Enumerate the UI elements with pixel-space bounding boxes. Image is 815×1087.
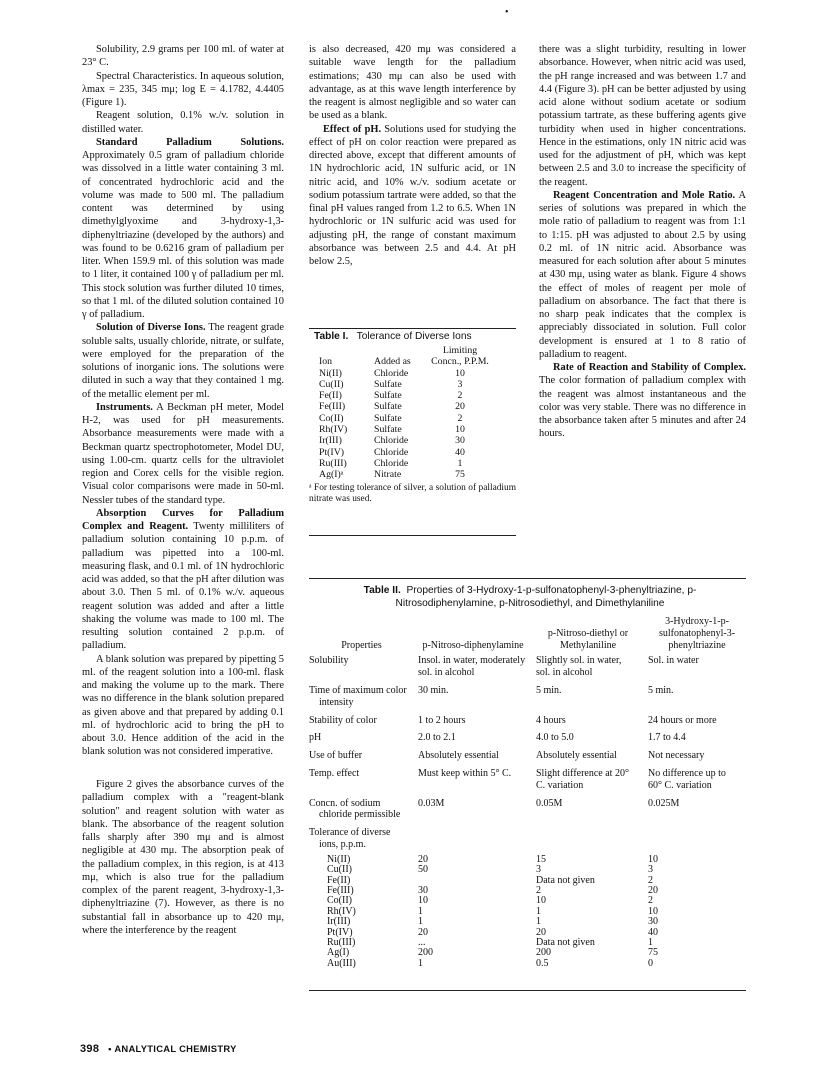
table2-ion-cell: Rh(IV) — [327, 905, 356, 917]
table2-value-cell: 5 min. — [536, 684, 562, 696]
table2-value-cell: 1 to 2 hours — [418, 714, 466, 726]
table1-limit-cell: 1 — [457, 457, 463, 469]
table2-ion-cell: Ru(III) — [327, 937, 356, 948]
table2-tol-cell: 1 — [418, 957, 423, 969]
table-row — [309, 907, 746, 917]
table2-property-cell: Concn. of sodium chloride permissible — [309, 797, 401, 821]
table2-value-cell: Absolutely essential — [536, 750, 617, 762]
table1-bottom-rule — [309, 535, 516, 536]
table1-added-cell: Chloride — [374, 457, 409, 469]
table2-caption — [314, 584, 746, 610]
solubility-text: Solubility, 2.9 grams per 100 ml. of water at 23° C. — [82, 44, 284, 69]
table2-property-cell: Temp. effect — [309, 767, 360, 779]
table2-ion-cell: Pt(IV) — [327, 926, 353, 938]
table1-ion-cell: Cu(II) — [319, 378, 344, 390]
table2-tol-cell: 2 — [536, 884, 541, 896]
table2-ion-cell: Fe(II) — [327, 874, 351, 886]
absorption-text: Twenty milliliters of palladium solution containing 10 p.p.m. of palladium was pipetted into a 100-ml. measuring flask, and 0.1 ml. of 1N hydrochloric acid was added, so that the pH after dilution was about 3.0. Then 5 ml. of 0.1% w./v. aqueous reagent solution was added and after a little shaking the volume was made to 100 ml. The resulting solution contained 2 p.p.m. of palladium. — [82, 521, 284, 652]
table1-limit-cell: 20 — [455, 401, 465, 413]
table-row — [309, 401, 491, 412]
diverse-ions-text: The reagent grade soluble salts, usually chloride, nitrate, or sulfate, were employed for the preparation of the solutions of inorganic ions. The solutions were diluted in such a way that they contained 1 mg. of the metallic element per ml. — [82, 322, 284, 400]
table1-header-limit: Limiting Concn., P.P.M. — [431, 345, 489, 368]
table-row — [309, 855, 746, 865]
page-mark: • — [505, 7, 509, 18]
effect-ph-para — [309, 123, 516, 269]
table2-value-cell: Not necessary — [648, 750, 705, 762]
absorption-para — [82, 507, 284, 653]
table-row — [309, 379, 491, 390]
rate-reaction-heading: Rate of Reaction and Stability of Complex. — [553, 362, 746, 373]
table-row — [309, 768, 746, 792]
table2-ion-cell: Au(III) — [327, 957, 356, 969]
table2-tol-cell: 3 — [536, 864, 541, 876]
std-palladium-heading: Standard Palladium Solutions. — [96, 136, 284, 148]
table1-added-cell: Sulfate — [374, 401, 402, 413]
table-row — [309, 886, 746, 896]
table2-value-cell: 24 hours or more — [648, 714, 717, 726]
reagent-conc-para — [539, 189, 746, 361]
table1-limit-cell: 10 — [455, 367, 465, 379]
table2-value-cell: 0.03M — [418, 797, 445, 809]
table-row — [309, 938, 746, 948]
table2-tol-cell: 40 — [648, 926, 658, 938]
table2-value-cell: 4.0 to 5.0 — [536, 732, 574, 744]
table2-ion-cell: Fe(III) — [327, 884, 354, 896]
table2-tol-cell: 2 — [648, 874, 653, 886]
table-row — [309, 435, 491, 446]
table2-tol-cell: 10 — [536, 895, 546, 907]
table1-limit-cell: 3 — [457, 378, 463, 390]
table2-ion-cell: Ag(I) — [327, 947, 350, 959]
reagent-conc-heading: Reagent Concentration and Mole Ratio. — [553, 189, 736, 201]
table2-property-cell: Time of maximum color intensity — [309, 684, 407, 708]
diverse-ions-para — [82, 321, 284, 401]
page-footer — [80, 1043, 237, 1055]
journal-name: ANALYTICAL CHEMISTRY — [114, 1043, 237, 1054]
diverse-ions-heading: Solution of Diverse Ions. — [96, 322, 206, 334]
turbidity-text: there was a slight turbidity, resulting in lower absorbance. However, when nitric acid was used, the pH range increased and was between 1.7 and 4.4 (Figure 3). pH can be better adjusted by using acid alone without sodium acetate or sodium potassium tartrate, as these buffering agents give turbidity when used in higher concentrations. Hence in the estimations, only 1N nitric acid was used for the adjustment of pH, which was kept between 2.5 and 3.0 to increase the specificity of the reagent. — [539, 44, 746, 188]
table1-ion-cell: Ag(I)ᵃ — [319, 469, 344, 481]
table-row — [309, 917, 746, 927]
table1-top-rule — [309, 328, 516, 329]
table2-ion-cell: Ni(II) — [327, 853, 351, 865]
table2-tol-cell: Data not given — [536, 874, 595, 886]
table2-tol-cell: ... — [418, 937, 426, 948]
table1-added-cell: Sulfate — [374, 424, 402, 436]
reagent-conc-text: A series of solutions was prepared in which the mole ratio of palladium to reagent was from 1:1 to 1:15. pH was adjusted to about 2.5 by using 0.2 ml. of 1N nitric acid. Absorbance was measured for each solution after about 5 minutes at 430 mμ, using water as blank. Figure 4 shows the effect of moles of reagent per mole of palladium on absorbance. The fact that there is no sharp peak indicates that the complex is appreciably dissociated in solution. Full color development is ensured at 1 to 8 ratio of palladium to reagent. — [539, 189, 746, 360]
table1-limit-cell: 30 — [455, 435, 465, 447]
table2-value-cell: 0.05M — [536, 797, 563, 809]
table2-tol-cell: 10 — [648, 853, 658, 865]
spectral-text: Spectral Characteristics. In aqueous solution, λmax = 235, 345 mμ; log E = 4.1782, 4.4405 (Figure 1). — [82, 70, 284, 108]
table2-value-cell: Slightly sol. in water, sol. in alcohol — [536, 655, 622, 679]
column-3 — [539, 43, 746, 441]
table-row — [309, 368, 491, 379]
table1-header-added: Added as — [374, 356, 411, 368]
instruments-heading: Instruments. — [96, 401, 153, 413]
table-row — [309, 876, 746, 886]
table2-title: Properties of 3-Hydroxy-1-p-sulfonatophenyl-3-phenyltriazine, p-Nitrosodiphenylamine, p-Nitrosodiethyl, and Dimethylaniline — [395, 585, 697, 609]
table2-tol-cell: 1 — [418, 916, 423, 928]
table1-added-cell: Chloride — [374, 367, 409, 379]
table-row — [309, 424, 491, 435]
table2-tol-cell: 30 — [418, 884, 428, 896]
std-palladium-text: Approximately 0.5 gram of palladium chloride was dissolved in a little water containing 3 ml. of concentrated hydrochloric acid and the volume was made to 500 ml. The palladium content was determined by using dimethylglyoxime and 3-hydroxy-1,3-diphenyltriazine (developed by the authors) and was found to be 0.6216 gram of palladium per liter. When 159.9 ml. of this solution was made to 1 liter, it contained 100 γ of palladium per ml. This stock solution was further diluted 10 times, so that 1 ml. of the diluted solution contained 10 γ of palladium. — [82, 150, 284, 320]
rate-reaction-para — [539, 361, 746, 441]
effect-ph-heading: Effect of pH. — [323, 123, 382, 135]
table1-label: Table I. — [314, 331, 349, 342]
table2-tol-cell: 0.5 — [536, 957, 549, 969]
table1-ion-cell: Rh(IV) — [319, 424, 348, 436]
table2-tolerance-label: Tolerance of diverse ions, p.p.m. — [309, 827, 391, 850]
table2-tol-cell: 30 — [648, 916, 658, 928]
table2-property-cell: Use of buffer — [309, 750, 363, 762]
table-row — [309, 447, 491, 458]
table-row — [309, 390, 491, 401]
table1 — [309, 345, 491, 481]
table2-label: Table II. — [363, 585, 401, 596]
table2-ion-cell: Ir(III) — [327, 916, 351, 928]
table-row — [309, 750, 746, 762]
table2-header-nitrosodiphenylamine: p-Nitroso-diphenylamine — [422, 639, 524, 651]
table-row — [309, 827, 746, 851]
table2-tol-cell: 1 — [648, 937, 653, 948]
table-row — [309, 685, 746, 709]
table1-title: Tolerance of Diverse Ions — [356, 331, 472, 342]
table2-tol-cell: 15 — [536, 853, 546, 865]
table2-tol-cell: 1 — [536, 905, 541, 917]
table2-property-cell: Solubility — [309, 655, 349, 667]
table2-tol-cell: 20 — [536, 926, 546, 938]
table2-value-cell: 30 min. — [418, 684, 449, 696]
table2-tol-cell: 75 — [648, 947, 658, 959]
table2-value-cell: 4 hours — [536, 714, 566, 726]
table2-value-cell: 1.7 to 4.4 — [648, 732, 686, 744]
table-row — [309, 732, 746, 744]
table1-ion-cell: Ni(II) — [319, 367, 342, 379]
table2-tol-cell: 200 — [418, 947, 433, 959]
table-row — [309, 655, 746, 679]
table2-value-cell: Insol. in water, moderately sol. in alcohol — [418, 655, 526, 679]
table2-property-cell: Stability of color — [309, 714, 377, 726]
reagent-text: Reagent solution, 0.1% w./v. solution in distilled water. — [82, 110, 284, 135]
column-2 — [309, 43, 516, 268]
table2-property-cell: pH — [309, 732, 322, 744]
table2-tol-cell: 20 — [418, 853, 428, 865]
effect-ph-text: Solutions used for studying the effect of pH on color reaction were prepared as directed above, except that different amounts of 1N hydrochloric acid, 1N sulfuric acid, or 1N nitric acid, and 10% w./v. sodium acetate or sodium potassium tartrate were added, so that the final pH values ranged from 1.2 to 6.5. When 1N hydrochloric or 1N sulfuric acid was used for adjusting pH, the range of constant maximum absorbance was between 2.5 and 4.4. At pH below 2.5, — [309, 123, 516, 267]
table1-limit-cell: 2 — [457, 390, 463, 402]
table1-added-cell: Sulfate — [374, 378, 402, 390]
table2-header-properties: Properties — [341, 639, 382, 651]
table2-value-cell: 5 min. — [648, 684, 674, 696]
table1-footnote: ᵃ For testing tolerance of silver, a solution of palladium nitrate was used. — [309, 483, 516, 504]
table2-header-nitrosodiethyl: p-Nitroso-diethyl or Methylaniline — [547, 627, 629, 651]
table1-added-cell: Sulfate — [374, 412, 402, 424]
table2-tol-cell: 3 — [648, 864, 653, 876]
table2-tol-cell: 20 — [418, 926, 428, 938]
table-row — [309, 948, 746, 958]
table2-tol-cell: 20 — [648, 884, 658, 896]
table-row — [309, 928, 746, 938]
table2-bottom-rule — [309, 990, 746, 991]
table1-ion-cell: Ru(III) — [319, 457, 347, 469]
table2-top-rule — [309, 578, 746, 579]
table-row — [309, 458, 491, 469]
table2-value-cell: Absolutely essential — [418, 750, 499, 762]
table2-tol-cell: 50 — [418, 864, 428, 876]
table2-header-triazine: 3-Hydroxy-1-p-sulfonatophenyl-3-phenyltriazine — [658, 616, 736, 651]
table1-ion-cell: Ir(III) — [319, 435, 342, 447]
table2-tol-cell: 2 — [648, 895, 653, 907]
table1-ion-cell: Fe(III) — [319, 401, 346, 413]
table2-tol-cell — [414, 876, 532, 886]
table2-tol-cell: 10 — [648, 905, 658, 917]
table2-value-cell: Must keep within 5° C. — [418, 767, 512, 779]
table1-added-cell: Nitrate — [374, 469, 402, 481]
table2-value-cell: 2.0 to 2.1 — [418, 732, 456, 744]
table2-tol-cell: 0 — [648, 957, 653, 969]
column-1 — [82, 43, 284, 759]
figure2-text: Figure 2 gives the absorbance curves of the palladium complex with a "reagent-blank solution" and reagent solution with water as blank. The absorbance of the reagent solution falls sharply after 390 mμ and is almost negligible at 430 mμ. The absorption peak of the palladium complex, in this region, is at 413 mμ, which is also true for the palladium complex of the parent reagent, 3-hydroxy-1,3-diphenyltriazine (7). However, as there is no substantial fall in absorbance up to 420 mμ, where the interference by the reagent — [82, 779, 284, 936]
rate-reaction-text: The color formation of palladium complex with the reagent was almost instantaneous and the color was very stable. There was no difference in the absorbance taken after 5 minutes and after 24 hours. — [539, 375, 746, 440]
table1-limit-cell: 10 — [455, 424, 465, 436]
table2-value-cell: Sol. in water — [648, 655, 699, 667]
instruments-para — [82, 401, 284, 507]
table2-tol-cell: 1 — [536, 916, 541, 928]
table1-added-cell: Chloride — [374, 435, 409, 447]
table2-tol-cell: Data not given — [536, 937, 595, 948]
table1-limit-cell: 40 — [455, 446, 465, 458]
absorption-heading: Absorption Curves for Palladium Complex and Reagent. — [82, 507, 284, 532]
wavelength-text: is also decreased, 420 mμ was considered a suitable wave length for the palladium estimations; 430 mμ can also be used with advantage, as at this wave length interference by the reagent is almost negligible and so water can be used as a blank. — [309, 44, 516, 122]
table-row — [309, 865, 746, 875]
table1-ion-cell: Co(II) — [319, 412, 344, 424]
table-row — [309, 798, 746, 822]
table-row — [309, 715, 746, 727]
table-row — [309, 959, 746, 969]
page-number: 398 — [80, 1043, 100, 1055]
table1-header-ion: Ion — [319, 356, 333, 368]
table2-ion-cell: Cu(II) — [327, 864, 352, 876]
footer-bullet: • — [108, 1043, 112, 1054]
table1-limit-cell: 2 — [457, 412, 463, 424]
table1-ion-cell: Fe(II) — [319, 390, 342, 402]
table2-ion-cell: Co(II) — [327, 895, 352, 907]
table2-value-cell: 0.025M — [648, 797, 680, 809]
table2-tol-cell: 1 — [418, 905, 423, 917]
table2-value-cell: Slight difference at 20° C. variation — [536, 767, 629, 791]
std-palladium-para — [82, 136, 284, 322]
table2-tol-cell: 10 — [418, 895, 428, 907]
table1-added-cell: Chloride — [374, 446, 409, 458]
table1-ion-cell: Pt(IV) — [319, 446, 345, 458]
instruments-text: A Beckman pH meter, Model H-2, was used for pH measurements. Absorbance measurements were made with a Beckman quartz spectrophotometer, Model DU, using 1.00-cm. quartz cells for the ultraviolet region and Corex cells for the visible region. Visual color comparisons were made in 50-ml. Nessler tubes of the standard type. — [82, 401, 284, 506]
blank-solution-text: A blank solution was prepared by pipetting 5 ml. of the reagent solution into a 100-ml. flask and making the volume up to the mark. There was no difference in the blank solution prepared as given above and that prepared by adding 0.1 ml. of hydrochloric acid to bring the pH to about 3.0. Hence addition of the acid in the blank solution was not considered imperative. — [82, 653, 284, 758]
table1-caption — [314, 331, 472, 342]
table1-added-cell: Sulfate — [374, 390, 402, 402]
column-1-lower — [82, 778, 284, 937]
table2 — [309, 616, 746, 969]
table-row — [309, 469, 491, 480]
table-row — [309, 413, 491, 424]
table1-limit-cell: 75 — [455, 469, 465, 481]
table-row — [309, 896, 746, 906]
table2-tol-cell: 200 — [536, 947, 551, 959]
table2-value-cell: No difference up to 60° C. variation — [648, 767, 726, 791]
